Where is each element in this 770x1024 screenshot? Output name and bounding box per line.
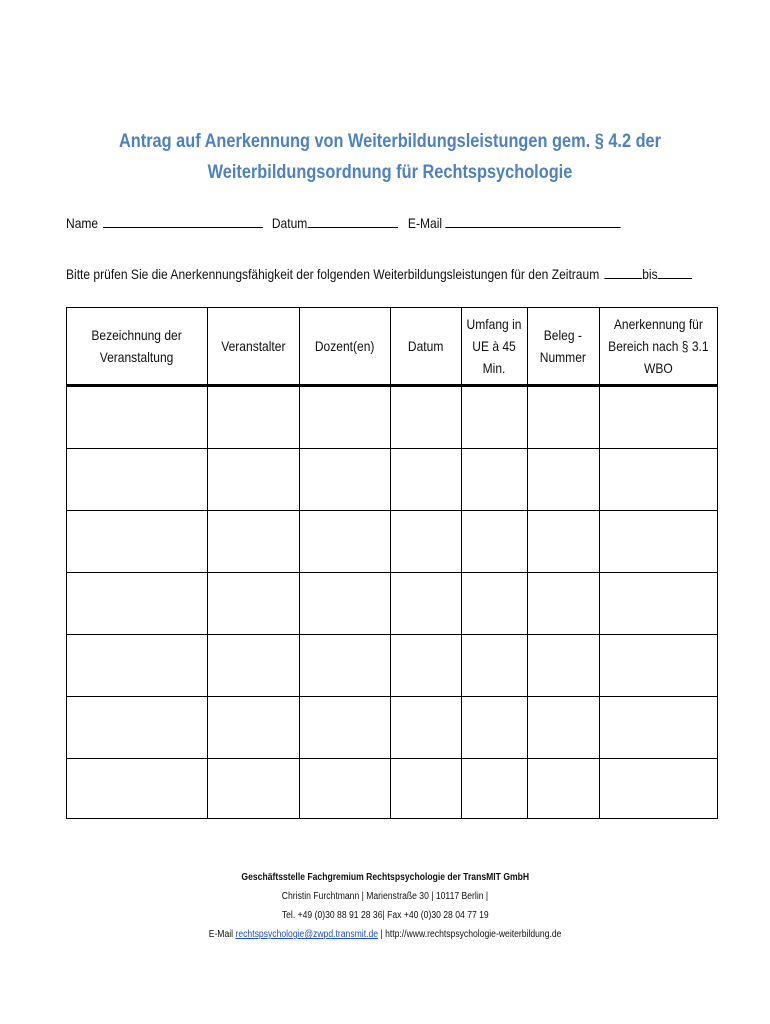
footer-organisation: Geschäftsstelle Fachgremium Rechtspsychologie der TransMIT GmbH [241,872,529,883]
column-divider [527,308,528,818]
email-field[interactable] [445,213,620,228]
footer-contact-line [209,925,562,944]
table-header-row [67,308,717,387]
training-table [66,307,718,819]
period-instruction [66,264,692,282]
title-line-1: Antrag auf Anerkennung von Weiterbildungsleistungen gem. § 4.2 der [118,131,662,152]
footer-address: Christin Furchtmann | Marienstraße 30 | 10117 Berlin | [281,891,489,902]
email-label: E-Mail [407,215,443,231]
title-line-2: Weiterbildungsordnung für Rechtspsychologie [207,162,573,183]
header-datum: Datum [407,338,444,354]
period-to-field[interactable] [658,264,692,279]
header-dozenten: Dozent(en) [314,338,375,354]
row-divider [67,572,717,573]
column-divider [207,308,208,818]
header-anerkennung: Anerkennung für Bereich nach § 3.1 WBO [608,316,709,376]
contact-footer [100,868,670,944]
bis-label: bis [642,266,658,282]
footer-website: | http://www.rechtspsychologie-weiterbildung.de [377,929,562,940]
name-field[interactable] [103,213,263,228]
header-veranstalter: Veranstalter [220,338,286,354]
name-label: Name [66,215,99,231]
datum-field[interactable] [307,213,397,228]
row-divider [67,696,717,697]
page-title [106,126,674,188]
row-divider [67,758,717,759]
period-from-field[interactable] [604,264,642,279]
header-bezeichnung: Bezeichnung der Veranstaltung [91,327,183,365]
applicant-form-line [66,213,621,231]
instruction-text: Bitte prüfen Sie die Anerkennungsfähigkeit der folgenden Weiterbildungsleistungen für den Zeitraum [66,266,600,282]
footer-email-prefix: E-Mail [208,929,236,940]
column-divider [461,308,462,818]
footer-phone-fax: Tel. +49 (0)30 88 91 28 36| Fax +40 (0)30 28 04 77 19 [281,910,489,921]
column-divider [599,308,600,818]
header-umfang: Umfang in UE à 45 Min. [466,316,522,376]
column-divider [299,308,300,818]
datum-label: Datum [271,215,308,231]
column-divider [390,308,391,818]
header-beleg-nummer: Beleg - Nummer [539,327,587,365]
footer-email-link[interactable]: rechtspsychologie@zwpd.transmit.de [235,929,378,940]
row-divider [67,448,717,449]
row-divider [67,634,717,635]
row-divider [67,510,717,511]
